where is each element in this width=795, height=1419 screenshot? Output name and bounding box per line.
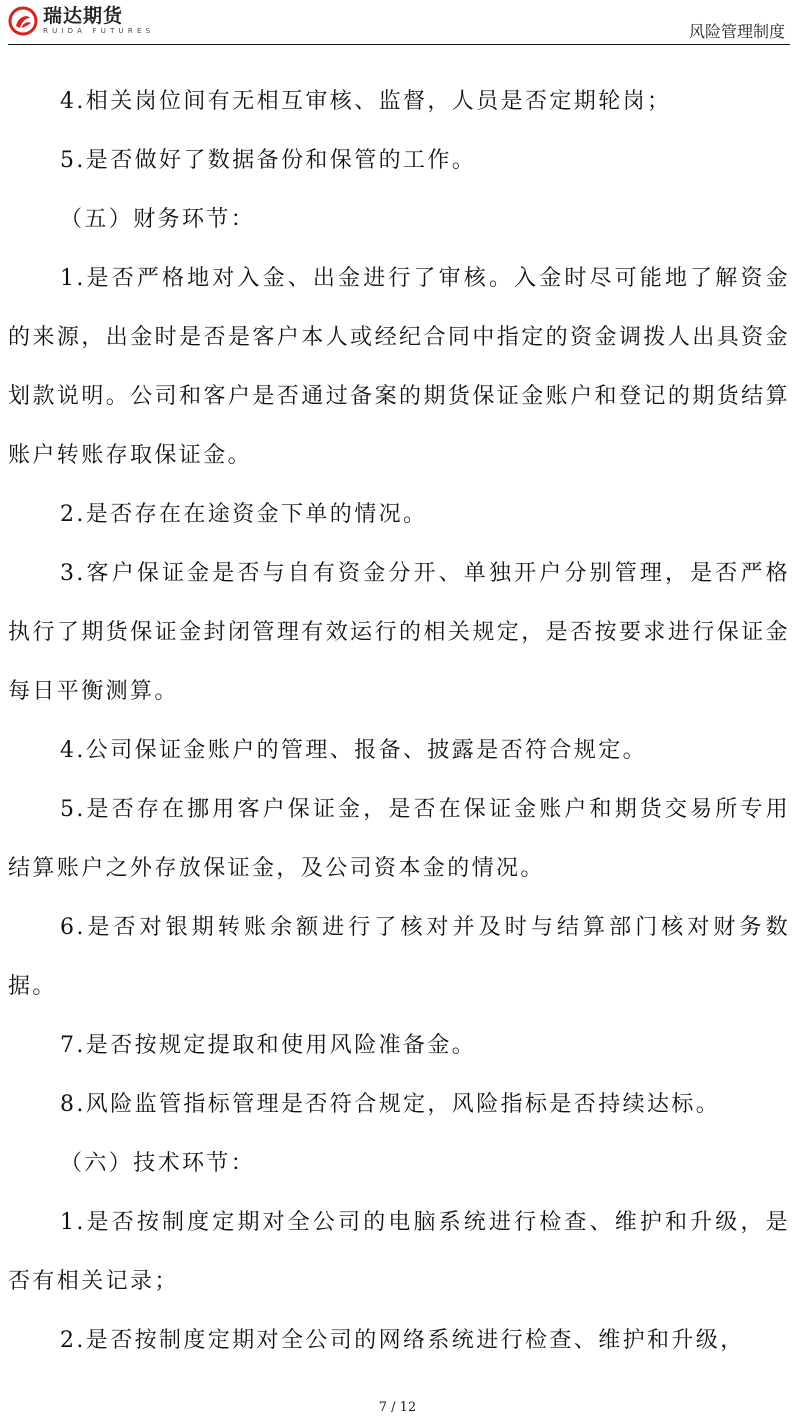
company-logo [8,6,154,36]
paragraph: 5.是否做好了数据备份和保管的工作。 [60,148,477,173]
ruida-logo-icon [8,6,38,36]
paragraph: 2.是否按制度定期对全公司的网络系统进行检查、维护和升级， [60,1328,745,1353]
paragraph: 2.是否存在在途资金下单的情况。 [60,502,428,527]
page-number: 7 / 12 [378,1400,417,1415]
page-header [0,0,795,46]
paragraph: 6.是否对银期转账余额进行了核对并及时与结算部门核对财务数据。 [8,915,790,999]
header-divider [8,44,790,45]
section-heading: （五）财务环节： [60,207,256,232]
paragraph: 8.风险监管指标管理是否符合规定，风险指标是否持续达标。 [60,1092,721,1117]
document-body [8,72,790,1370]
logo-chinese-name: 瑞达期货 [43,5,124,27]
logo-english-name: RUIDA FUTURES [43,27,155,35]
paragraph: 5.是否存在挪用客户保证金，是否在保证金账户和期货交易所专用结算账户之外存放保证金，及公司资本金的情况。 [8,797,790,881]
paragraph: 7.是否按规定提取和使用风险准备金。 [60,1033,477,1058]
document-title: 风险管理制度 [688,22,785,41]
section-heading: （六）技术环节： [60,1151,256,1176]
paragraph: 3.客户保证金是否与自有资金分开、单独开户分别管理，是否严格执行了期货保证金封闭管理有效运行的相关规定，是否按要求进行保证金每日平衡测算。 [8,561,790,704]
paragraph: 4.相关岗位间有无相互审核、监督，人员是否定期轮岗； [60,89,672,114]
paragraph: 1.是否严格地对入金、出金进行了审核。入金时尽可能地了解资金的来源，出金时是否是客户本人或经纪合同中指定的资金调拨人出具资金划款说明。公司和客户是否通过备案的期货保证金账户和登记的期货结算账户转账存取保证金。 [8,266,790,468]
paragraph: 4.公司保证金账户的管理、报备、披露是否符合规定。 [60,738,647,763]
paragraph: 1.是否按制度定期对全公司的电脑系统进行检查、维护和升级，是否有相关记录； [8,1210,790,1294]
